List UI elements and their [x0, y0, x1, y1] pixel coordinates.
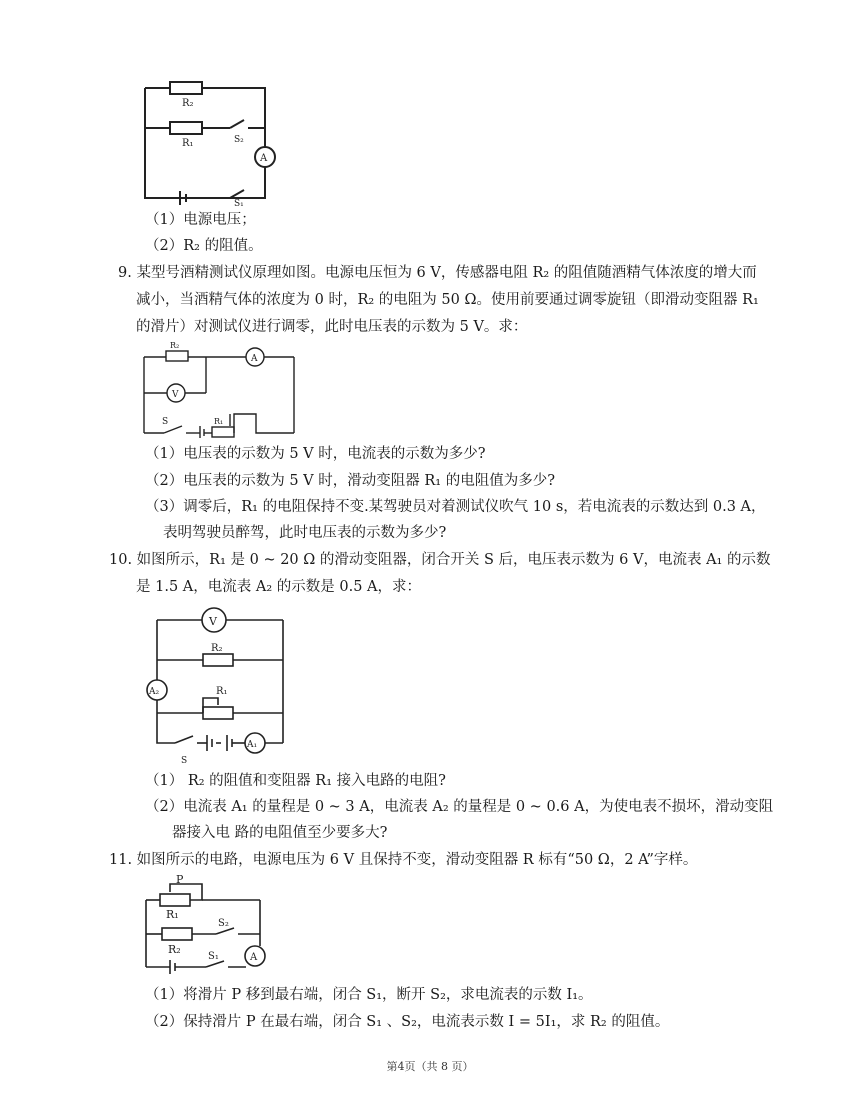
- q9-line2: 减小，当酒精气体的浓度为 0 时，R₂ 的电阻为 50 Ω。使用前要通过调零旋钮（即滑动变阻器 R₁: [136, 292, 759, 308]
- q10-sub2b: 器接入电 路的电阻值至少要多大?: [172, 825, 388, 841]
- fig11-ammeter-label: A: [250, 952, 258, 963]
- fig9-r2-label: R₂: [170, 341, 180, 350]
- q9-line3: 的滑片）对测试仪进行调零，此时电压表的示数为 5 V。求：: [136, 319, 528, 335]
- q9-sub1: （1）电压表的示数为 5 V 时，电流表的示数为多少?: [145, 446, 486, 462]
- fig8-s1-label: S₁: [234, 199, 244, 209]
- q11-line1: 11. 如图所示的电路，电源电压为 6 V 且保持不变，滑动变阻器 R 标有“50 Ω，2 A”字样。: [109, 852, 698, 868]
- circuit-diagram-q11: [140, 874, 275, 974]
- fig10-voltmeter-label: V: [209, 615, 217, 628]
- fig9-voltmeter-label: V: [172, 390, 179, 400]
- q9-sub2: （2）电压表的示数为 5 V 时，滑动变阻器 R₁ 的电阻值为多少?: [145, 473, 555, 489]
- fig10-a2-label: A₂: [149, 687, 160, 697]
- q10-line2: 是 1.5 A，电流表 A₂ 的示数是 0.5 A，求：: [136, 579, 422, 595]
- q8-sub1: （1）电源电压；: [145, 212, 256, 228]
- fig10-r1-label: R₁: [216, 686, 228, 697]
- circuit-diagram-q9: [140, 338, 300, 443]
- fig9-s-label: S: [162, 417, 169, 427]
- q11-sub2: （2）保持滑片 P 在最右端，闭合 S₁ 、S₂，电流表示数 I = 5I₁，求 R₂ 的阻值。: [145, 1014, 670, 1030]
- q10-sub2a: （2）电流表 A₁ 的量程是 0 ~ 3 A，电流表 A₂ 的量程是 0 ~ 0.6 A，为使电表不损坏，滑动变阻: [145, 799, 774, 815]
- fig9-ammeter-label: A: [251, 354, 258, 364]
- fig10-a1-label: A₁: [247, 740, 258, 750]
- circuit-diagram-q10: [145, 603, 290, 766]
- circuit-diagram-q8: [140, 78, 280, 208]
- fig11-r2-label: R₂: [168, 943, 181, 956]
- fig11-p-label: P: [176, 873, 184, 886]
- q9-line1: 9. 某型号酒精测试仪原理如图。电源电压恒为 6 V，传感器电阻 R₂ 的阻值随酒精气体浓度的增大而: [118, 265, 757, 281]
- q8-sub2: （2）R₂ 的阻值。: [145, 238, 263, 254]
- q10-line1: 10. 如图所示，R₁ 是 0 ~ 20 Ω 的滑动变阻器，闭合开关 S 后，电压表示数为 6 V，电流表 A₁ 的示数: [109, 552, 771, 568]
- fig9-r1-label: R₁: [214, 417, 224, 426]
- fig8-r2-label: R₂: [182, 98, 194, 109]
- fig8-ammeter-label: A: [260, 153, 268, 164]
- fig11-s2-label: S₂: [218, 918, 229, 929]
- fig10-r2-label: R₂: [211, 643, 223, 654]
- fig8-r1-label: R₁: [182, 138, 194, 149]
- fig8-s2-label: S₂: [234, 135, 244, 145]
- q9-sub3b: 表明驾驶员醉驾，此时电压表的示数为多少?: [163, 525, 447, 541]
- q10-sub1: （1） R₂ 的阻值和变阻器 R₁ 接入电路的电阻?: [145, 773, 446, 789]
- fig11-s1-label: S₁: [208, 951, 219, 962]
- q11-sub1: （1）将滑片 P 移到最右端，闭合 S₁，断开 S₂，求电流表的示数 I₁。: [145, 987, 593, 1003]
- q9-sub3a: （3）调零后，R₁ 的电阻保持不变.某驾驶员对着测试仪吹气 10 s，若电流表的示数达到 0.3 A，: [145, 499, 766, 515]
- fig11-r1-label: R₁: [166, 908, 179, 921]
- page-footer: 第4页（共 8 页）: [386, 1060, 474, 1073]
- fig10-s-label: S: [181, 756, 188, 766]
